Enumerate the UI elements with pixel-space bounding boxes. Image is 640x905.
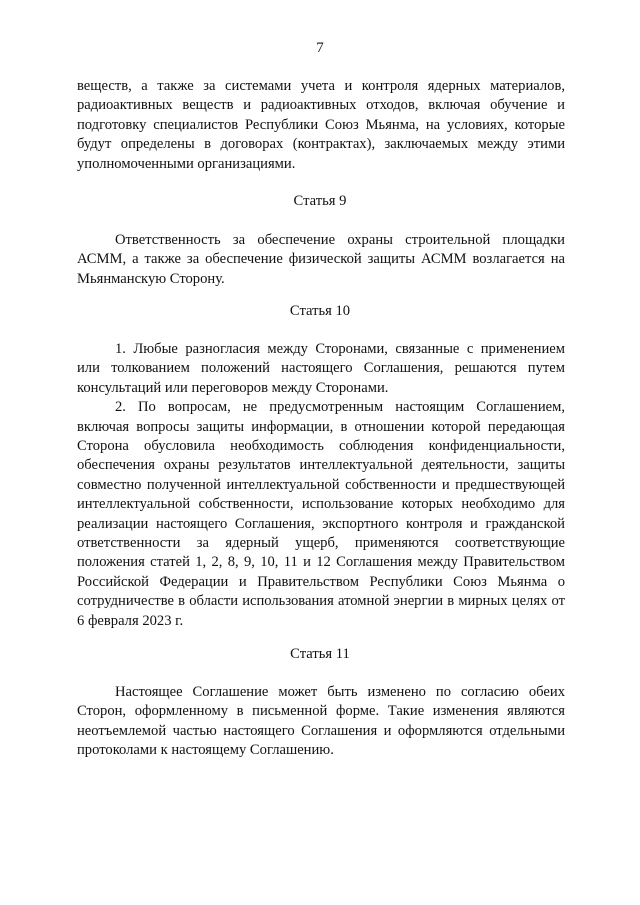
paragraph-text: веществ, а также за системами учета и контроля ядерных материалов, радиоактивных веществ и радиоактивных отходов, включая обучение и подготовку специалистов Республики Союз Мьянма, на условиях, которые будут определены в договорах (контрактах), заключаемых между этими уполномоченными организациями.: [77, 78, 565, 172]
article-10-title: Статья 10: [289, 303, 351, 319]
article-9-body: [77, 231, 565, 289]
page-number: 7: [316, 40, 324, 56]
article-10-paragraph-2: 2. По вопросам, не предусмотренным настоящим Соглашением, включая вопросы защиты информации, в отношении которой передающая Сторона обусловила необходимость соблюдения конфиденциальности, обеспечения охраны результатов интеллектуальной деятельности, защиты совместно полученной интеллектуальной собственности и предшествующей интеллектуальной собственности, использование которых необходимо для реализации настоящего Соглашения, экспортного контроля и гражданской ответственности за ядерный ущерб, применяются соответствующие положения статей 1, 2, 8, 9, 10, 11 и 12 Соглашения между Правительством Российской Федерации и Правительством Республики Союз Мьянма о сотрудничестве в области использования атомной энергии в мирных целях от 6 февраля 2023 г.: [77, 399, 565, 629]
article-10-body: [77, 340, 565, 631]
continuation-paragraph: [77, 77, 565, 174]
article-11-title: Статья 11: [290, 646, 350, 662]
article-11-body: [77, 683, 565, 761]
article-10-paragraph-1: 1. Любые разногласия между Сторонами, связанные с применением или толкованием положений настоящего Соглашения, решаются путем консультаций или переговоров между Сторонами.: [77, 341, 565, 396]
article-11-paragraph-1: Настоящее Соглашение может быть изменено по согласию обеих Сторон, оформленному в письменной форме. Такие изменения являются неотъемлемой частью настоящего Соглашения и оформляются отдельными протоколами к настоящему Соглашению.: [77, 684, 565, 759]
article-9-title: Статья 9: [293, 193, 347, 209]
article-9-paragraph-1: Ответственность за обеспечение охраны строительной площадки АСММ, а также за обеспечение физической защиты АСММ возлагается на Мьянманскую Сторону.: [77, 232, 565, 287]
